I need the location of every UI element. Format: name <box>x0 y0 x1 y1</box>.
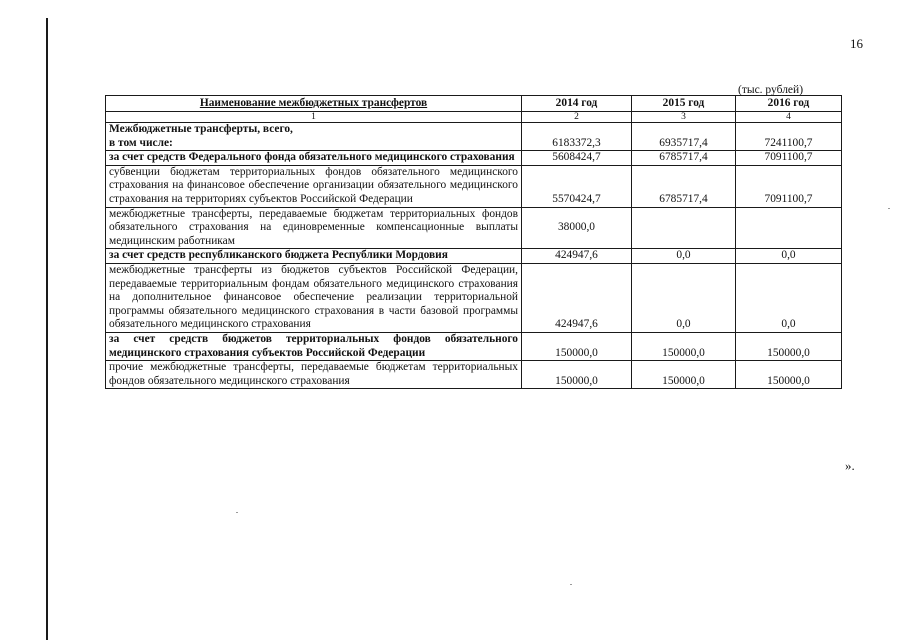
row-value-2014: 150000,0 <box>522 361 632 389</box>
row-value-2016: 7091100,7 <box>736 151 842 166</box>
table-header-row <box>106 96 842 112</box>
row-name-other-transfers: прочие межбюджетные трансферты, передаваемые бюджетам территориальных фондов обязательного медицинского страхования <box>106 361 522 389</box>
column-number-2: 2 <box>522 112 632 123</box>
row-name-regional-transfers: межбюджетные трансферты из бюджетов субъектов Российской Федерации, передаваемые территориальным фондам обязательного медицинского страхования на дополнительное финансовое обеспечение реализации территориальной программы обязательного медицинского страхования в части базовой программы обязательного медицинского страхования <box>106 263 522 332</box>
column-number-1: 1 <box>106 112 522 123</box>
header-name: Наименование межбюджетных трансфертов <box>106 96 522 112</box>
closing-quote-mark: ». <box>845 458 855 473</box>
row-value-2015: 6785717,4 <box>632 151 736 166</box>
row-value-2015: 150000,0 <box>632 361 736 389</box>
row-value-2014: 424947,6 <box>522 263 632 332</box>
column-number-3: 3 <box>632 112 736 123</box>
table-row <box>106 165 842 207</box>
row-value-2014: 6183372,3 <box>522 123 632 151</box>
column-number-row <box>106 112 842 123</box>
row-value-2016: 7241100,7 <box>736 123 842 151</box>
row-name-compensation: межбюджетные трансферты, передаваемые бюджетам территориальных фондов обязательного страхования на единовременные компенсационные выплаты медицинским работникам <box>106 207 522 249</box>
header-2015: 2015 год <box>632 96 736 112</box>
table-row <box>106 263 842 332</box>
left-margin-rule <box>46 18 48 640</box>
transfers-table <box>105 95 842 389</box>
row-value-2015: 0,0 <box>632 249 736 264</box>
row-value-2014: 5570424,7 <box>522 165 632 207</box>
scan-speck <box>236 512 238 513</box>
table-row <box>106 249 842 264</box>
row-value-2014: 5608424,7 <box>522 151 632 166</box>
row-value-2016 <box>736 207 842 249</box>
row-value-2016: 150000,0 <box>736 332 842 360</box>
table-row <box>106 123 842 151</box>
row-value-2016: 0,0 <box>736 263 842 332</box>
column-number-4: 4 <box>736 112 842 123</box>
units-note: (тыс. рублей) <box>738 84 804 96</box>
row-value-2015: 150000,0 <box>632 332 736 360</box>
row-value-2015: 0,0 <box>632 263 736 332</box>
row-name-republic-budget: за счет средств республиканского бюджета Республики Мордовия <box>106 249 522 264</box>
page-number: 16 <box>850 36 863 51</box>
row-value-2016: 0,0 <box>736 249 842 264</box>
row-name-federal-fund: за счет средств Федерального фонда обязательного медицинского страхования <box>106 151 522 166</box>
row-name-subventions: субвенции бюджетам территориальных фондов обязательного медицинского страхования на финансовое обеспечение организации обязательного медицинского страхования на территориях субъектов Российской Федерации <box>106 165 522 207</box>
row-value-2015: 6935717,4 <box>632 123 736 151</box>
row-name-total: Межбюджетные трансферты, всего, в том числе: <box>106 123 522 151</box>
row-value-2014: 150000,0 <box>522 332 632 360</box>
row-value-2015 <box>632 207 736 249</box>
scan-speck <box>570 584 572 585</box>
row-value-2014: 424947,6 <box>522 249 632 264</box>
row-value-2014: 38000,0 <box>522 207 632 249</box>
header-2014: 2014 год <box>522 96 632 112</box>
row-name-territorial-funds: за счет средств бюджетов территориальных фондов обязательного медицинского страхования субъектов Российской Федерации <box>106 332 522 360</box>
row-value-2015: 6785717,4 <box>632 165 736 207</box>
row-value-2016: 150000,0 <box>736 361 842 389</box>
row-value-2016: 7091100,7 <box>736 165 842 207</box>
scan-speck <box>888 208 890 209</box>
table-row <box>106 361 842 389</box>
table-row <box>106 332 842 360</box>
header-2016: 2016 год <box>736 96 842 112</box>
table-row <box>106 207 842 249</box>
table-row <box>106 151 842 166</box>
